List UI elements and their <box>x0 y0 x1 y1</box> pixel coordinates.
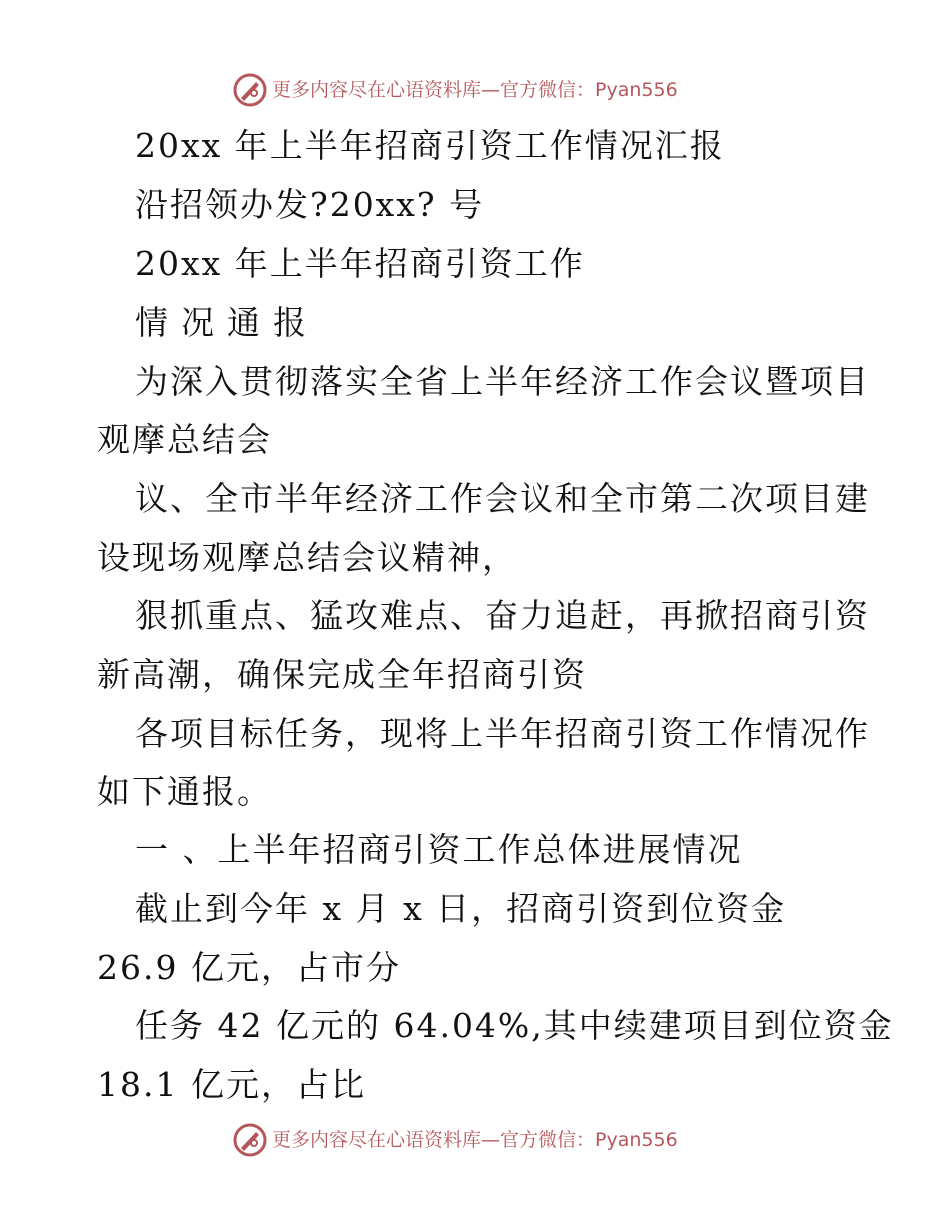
header-watermark-banner <box>0 70 950 110</box>
footer-watermark-text: 更多内容尽在心语资料库—官方微信：Pyan556 <box>272 1129 678 1151</box>
header-watermark-text: 更多内容尽在心语资料库—官方微信：Pyan556 <box>272 79 678 101</box>
report-heading-line: 20xx 年上半年招商引资工作 <box>135 244 585 283</box>
pen-circle-logo-icon <box>232 1122 268 1158</box>
footer-watermark-banner <box>0 1120 950 1160</box>
paragraph-line: 狠抓重点、猛攻难点、奋力追赶，再掀招商引资 <box>135 596 870 635</box>
paragraph-line: 新高潮，确保完成全年招商引资 <box>97 655 587 694</box>
document-number-line: 沿招领办发?20xx? 号 <box>135 185 485 224</box>
paragraph-line: 任务 42 亿元的 64.04%,其中续建项目到位资金 <box>135 1006 894 1045</box>
paragraph-line: 为深入贯彻落实全省上半年经济工作会议暨项目 <box>135 362 870 401</box>
section-heading-line: 一 、上半年招商引资工作总体进展情况 <box>135 830 743 869</box>
pen-circle-logo-icon <box>232 72 268 108</box>
paragraph-line: 设现场观摩总结会议精神， <box>97 538 517 577</box>
paragraph-line: 观摩总结会 <box>97 420 272 459</box>
paragraph-line: 18.1 亿元，占比 <box>97 1065 366 1104</box>
paragraph-line: 各项目标任务，现将上半年招商引资工作情况作 <box>135 714 870 753</box>
document-title-line: 20xx 年上半年招商引资工作情况汇报 <box>135 126 725 165</box>
paragraph-line: 如下通报。 <box>97 772 272 811</box>
report-subheading-line: 情况通报 <box>135 303 319 342</box>
paragraph-line: 截止到今年 x 月 x 日，招商引资到位资金 <box>135 889 787 928</box>
paragraph-line: 26.9 亿元，占市分 <box>97 948 401 987</box>
paragraph-line: 议、全市半年经济工作会议和全市第二次项目建 <box>135 479 870 518</box>
